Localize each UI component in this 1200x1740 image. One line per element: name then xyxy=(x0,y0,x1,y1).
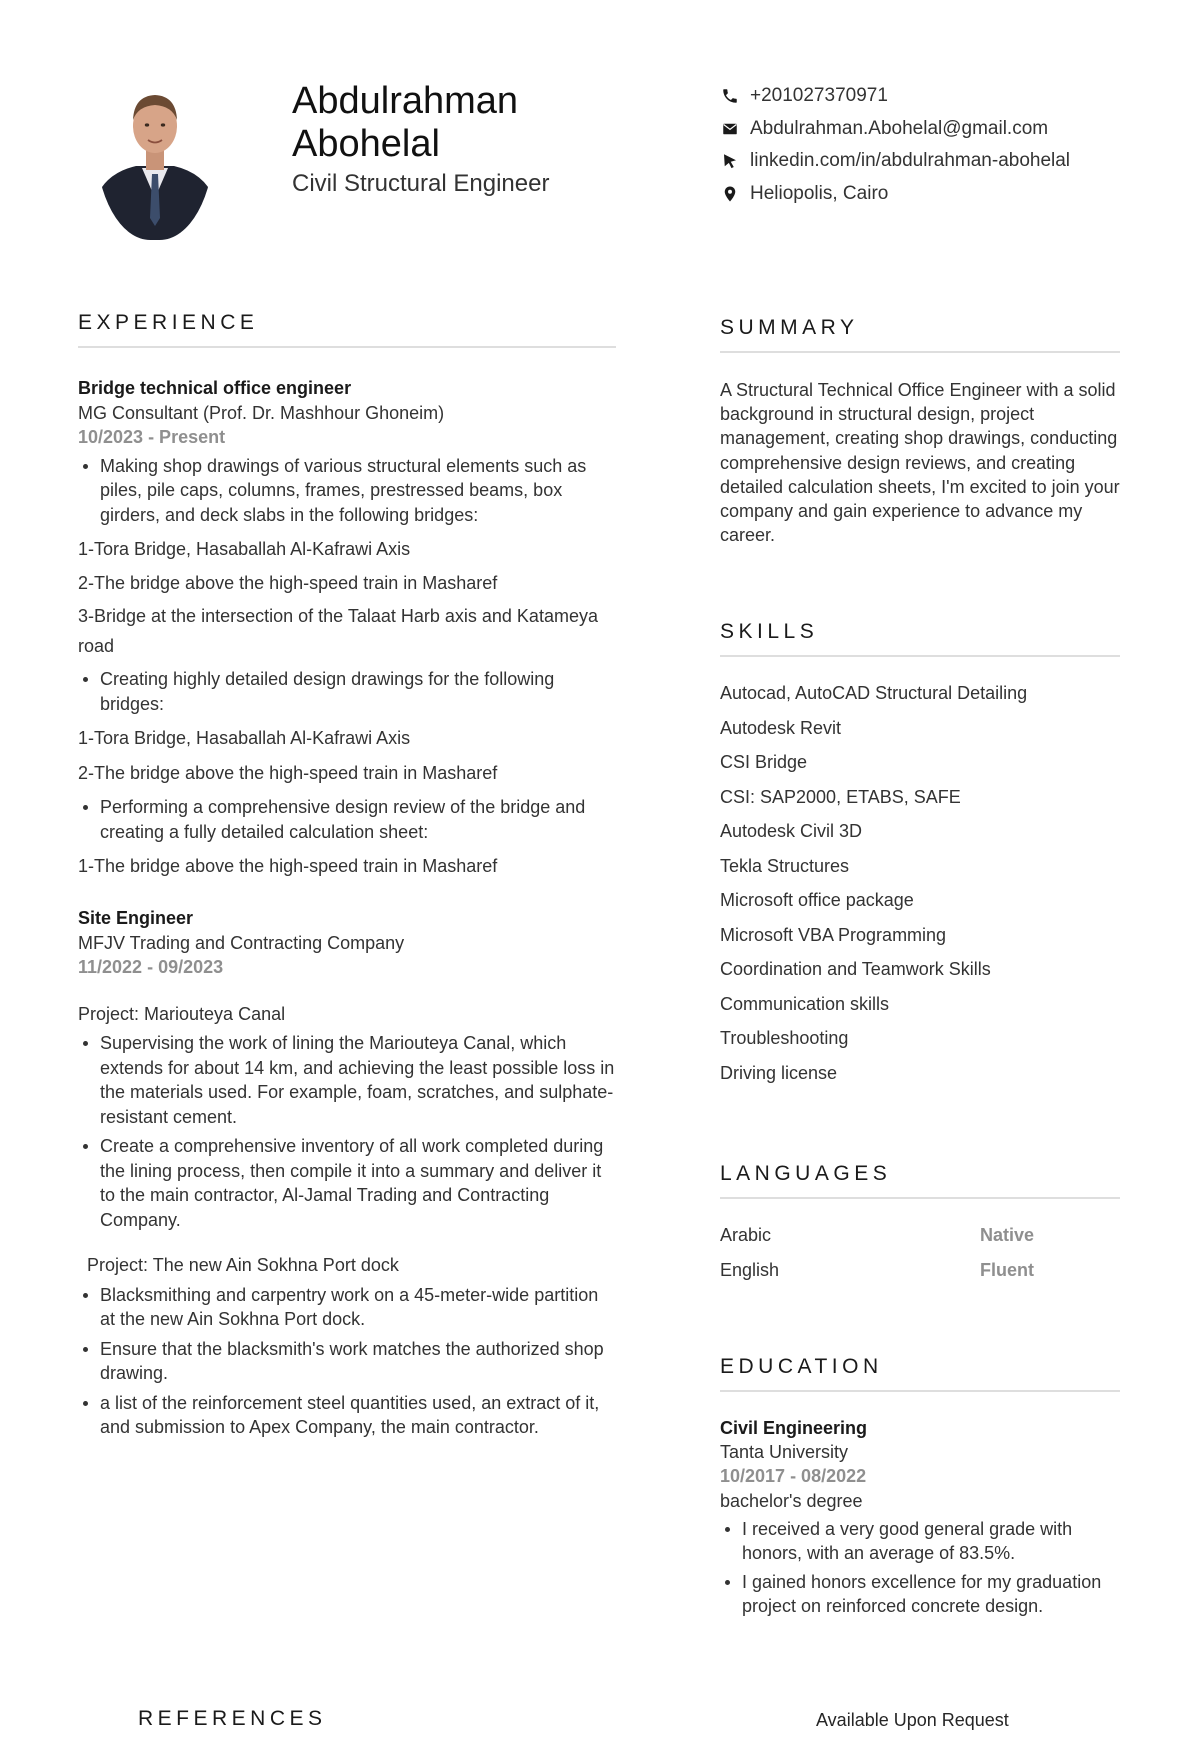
language-name: English xyxy=(720,1259,780,1280)
job-1-title: Bridge technical office engineer xyxy=(78,378,352,398)
education-type: bachelor's degree xyxy=(720,1490,863,1511)
job-title-headline: Civil Structural Engineer xyxy=(292,170,550,197)
education-degree: Civil Engineering xyxy=(720,1418,868,1438)
profile-photo-illustration xyxy=(96,78,214,240)
references-value: Available Upon Request xyxy=(816,1710,1009,1730)
name-line-1: Abdulrahman xyxy=(292,80,519,122)
summary-heading-text: SUMMARY xyxy=(720,316,859,339)
name-line-2: Abohelal xyxy=(292,123,440,165)
job-2-project-2-bullets xyxy=(78,1283,618,1440)
summary-text: A Structural Technical Office Engineer with a solid background in structural design, project management, creating shop drawings, conducting comprehensive design reviews, and creating detailed calculation sheets, I'm excited to join your company and gain experience to advance my career. xyxy=(720,380,1120,546)
education-bullets xyxy=(720,1517,1120,1619)
list-item: CSI Bridge xyxy=(720,752,808,772)
education-heading xyxy=(720,1355,1120,1392)
experience-heading xyxy=(78,311,616,348)
list-item: CSI: SAP2000, ETABS, SAFE xyxy=(720,786,961,807)
list-item: Performing a comprehensive design review of the bridge and creating a fully detailed calculation sheet: xyxy=(78,795,618,844)
job-1-bullets-b xyxy=(78,667,618,716)
experience-job-2 xyxy=(78,906,618,1440)
list-item: Communication skills xyxy=(720,993,890,1014)
education-school: Tanta University xyxy=(720,1442,849,1463)
education-entry xyxy=(720,1416,1120,1619)
job-1-bullets-c xyxy=(78,795,618,844)
list-item: Tekla Structures xyxy=(720,855,850,876)
linkedin-link[interactable]: linkedin.com/in/abdulrahman-abohelal xyxy=(750,150,1071,172)
languages-heading xyxy=(720,1162,1120,1199)
language-row-arabic xyxy=(720,1218,1120,1253)
languages-list xyxy=(720,1218,1120,1287)
skills-heading-text: SKILLS xyxy=(720,620,819,643)
list-item: Troubleshooting xyxy=(720,1028,849,1048)
list-item: Creating highly detailed design drawings for the following bridges: xyxy=(78,667,618,716)
languages-heading-text: LANGUAGES xyxy=(720,1162,892,1185)
language-level: Native xyxy=(980,1225,1035,1245)
education-heading-text: EDUCATION xyxy=(720,1355,883,1378)
experience-heading-text: EXPERIENCE xyxy=(78,311,259,334)
list-item: Coordination and Teamwork Skills xyxy=(720,959,991,979)
list-item: Microsoft VBA Programming xyxy=(720,924,947,945)
list-item: Autodesk Civil 3D xyxy=(720,821,863,841)
skills-heading xyxy=(720,620,1120,657)
list-item: Making shop drawings of various structural elements such as piles, pile caps, columns, frames, prestressed beams, box girders, and deck slabs in the following bridges: xyxy=(78,454,618,528)
contact-linkedin xyxy=(720,145,1160,178)
location-text: Heliopolis, Cairo xyxy=(750,182,889,204)
job-2-project-1-bullets xyxy=(78,1031,618,1232)
job-1-dates: 10/2023 - Present xyxy=(78,427,226,447)
job-1-bridge-3: 3-Bridge at the intersection of the Talaat Harb axis and Katameya road xyxy=(78,606,598,656)
job-2-title: Site Engineer xyxy=(78,908,194,928)
location-pin-icon xyxy=(720,184,740,204)
job-1-bridge-1: 1-Tora Bridge, Hasaballah Al-Kafrawi Axis xyxy=(78,539,411,559)
job-1-review-1: 1-The bridge above the high-speed train in Masharef xyxy=(78,856,498,876)
list-item: Driving license xyxy=(720,1062,838,1083)
phone-icon xyxy=(720,86,740,106)
job-1-design-2: 2-The bridge above the high-speed train in Masharef xyxy=(78,762,498,783)
contact-phone xyxy=(720,80,1160,113)
job-1-company: MG Consultant (Prof. Dr. Mashhour Ghoneim) xyxy=(78,402,445,423)
list-item: Autocad, AutoCAD Structural Detailing xyxy=(720,683,1028,703)
list-item: Autodesk Revit xyxy=(720,717,842,738)
job-2-company: MFJV Trading and Contracting Company xyxy=(78,932,405,953)
contact-list xyxy=(720,80,1160,210)
list-item: Blacksmithing and carpentry work on a 45-meter-wide partition at the new Ain Sokhna Port dock. xyxy=(78,1283,618,1332)
skills-list xyxy=(720,676,1120,1090)
candidate-name xyxy=(292,80,652,166)
list-item: a list of the reinforcement steel quantities used, an extract of it, and submission to Apex Company, the main contractor. xyxy=(78,1391,618,1440)
language-row-english xyxy=(720,1253,1120,1288)
contact-location xyxy=(720,178,1160,211)
job-1-bridge-2: 2-The bridge above the high-speed train in Masharef xyxy=(78,572,498,593)
job-2-dates: 11/2022 - 09/2023 xyxy=(78,957,224,977)
cursor-icon xyxy=(720,151,740,171)
email-link[interactable]: Abdulrahman.Abohelal@gmail.com xyxy=(750,117,1049,139)
mail-icon xyxy=(720,119,740,139)
profile-photo xyxy=(96,78,214,240)
list-item: Microsoft office package xyxy=(720,890,914,910)
language-level: Fluent xyxy=(980,1259,1034,1280)
contact-email xyxy=(720,113,1160,146)
references-heading: REFERENCES xyxy=(138,1707,327,1730)
job-2-project-1: Project: Mariouteya Canal xyxy=(78,1003,286,1024)
job-1-design-1: 1-Tora Bridge, Hasaballah Al-Kafrawi Axis xyxy=(78,728,411,748)
list-item: I gained honors excellence for my graduation project on reinforced concrete design. xyxy=(720,1570,1120,1618)
list-item: Supervising the work of lining the Mariouteya Canal, which extends for about 14 km, and achieving the least possible loss in the materials used. For example, foam, scratches, and sulphate-resistant cement. xyxy=(78,1031,618,1129)
list-item: I received a very good general grade with honors, with an average of 83.5%. xyxy=(720,1517,1120,1565)
education-dates: 10/2017 - 08/2022 xyxy=(720,1466,867,1487)
job-1-bullets-a xyxy=(78,454,618,528)
list-item: Ensure that the blacksmith's work matches the authorized shop drawing. xyxy=(78,1337,618,1386)
language-name: Arabic xyxy=(720,1225,772,1245)
summary-heading xyxy=(720,316,1120,353)
experience-job-1 xyxy=(78,376,618,879)
phone-number[interactable]: +201027370971 xyxy=(750,85,888,107)
list-item: Create a comprehensive inventory of all work completed during the lining process, then compile it into a summary and deliver it to the main contractor, Al-Jamal Trading and Contracting Company. xyxy=(78,1134,618,1232)
job-2-project-2: Project: The new Ain Sokhna Port dock xyxy=(87,1255,399,1275)
